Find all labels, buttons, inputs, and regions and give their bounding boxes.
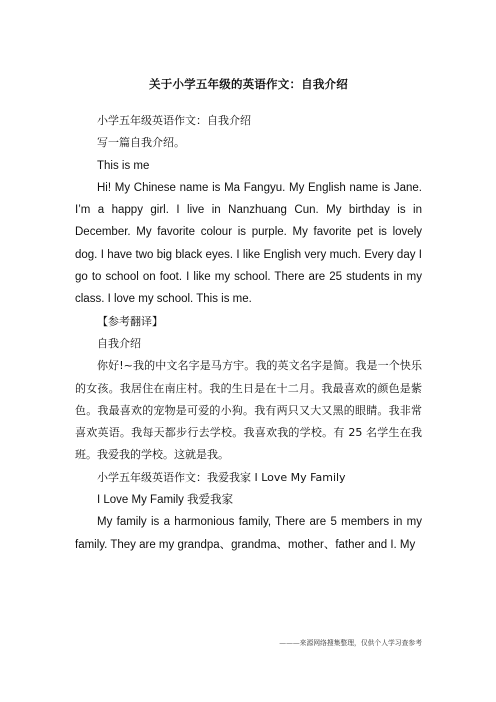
- paragraph-second-essay-title: I Love My Family 我爱我家: [97, 494, 234, 507]
- paragraph-subtitle: 小学五年级英语作文：自我介绍: [97, 114, 251, 127]
- paragraph-translation-title: 自我介绍: [97, 336, 141, 350]
- page-footer-source-note: ———来源网络搜集整理，仅供个人学习查参考: [279, 639, 422, 647]
- paragraph-essay-title: This is me: [97, 159, 150, 172]
- paragraph-second-essay-body: My family is a harmonious family, There are 5 members in my family. They are my grandpa、grandma、mother、father and I. My: [75, 516, 422, 551]
- paragraph-second-essay-heading: 小学五年级英语作文：我爱我家 I Love My Family: [97, 470, 346, 484]
- paragraph-translation-body: 你好!~我的中文名字是马方宇。我的英文名字是简。我是一个快乐的女孩。我居住在南庄村。我的生日是在十二月。我最喜欢的颜色是紫色。我最喜欢的宠物是可爱的小狗。我有两只又大又黑的眼睛。我非常喜欢英语。我每天都步行去学校。我喜欢我的学校。有 25 名学生在我班。我爱我的学校。这就是我。: [75, 359, 422, 462]
- paragraph-essay-body: Hi! My Chinese name is Ma Fangyu. My English name is Jane. I’m a happy girl. I live in Nanzhuang Cun. My birthday is in December. My favorite colour is purple. My favorite pet is lovely dog. I have two big black eyes. I like English very much. Every day I go to school on foot. I like my school. There are 25 students in my class. I love my school. This is me.: [75, 181, 422, 306]
- document-title: 关于小学五年级的英语作文：自我介绍: [149, 77, 348, 91]
- paragraph-instruction: 写一篇自我介绍。: [97, 136, 185, 150]
- paragraph-translation-header: 【参考翻译】: [97, 314, 163, 328]
